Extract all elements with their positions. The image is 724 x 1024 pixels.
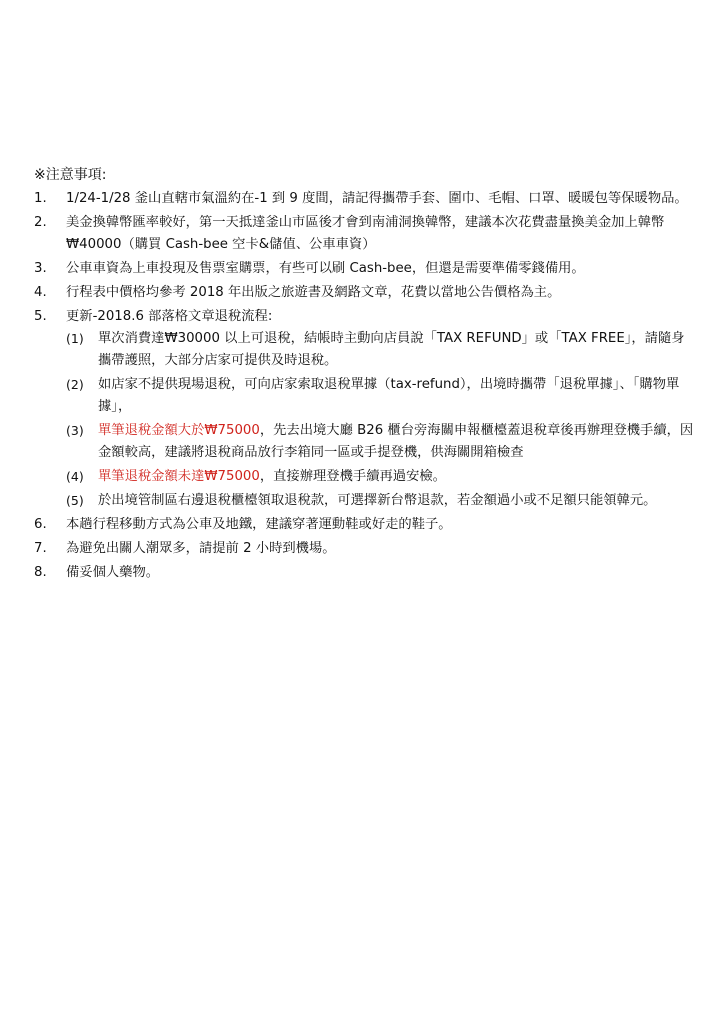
tax-step-4 [66,466,694,488]
step-highlight: 單筆退稅金額大於₩75000 [98,423,260,438]
note-text: 本趟行程移動方式為公車及地鐵，建議穿著運動鞋或好走的鞋子。 [66,517,452,532]
notes-list [34,188,694,584]
note-text: 行程表中價格均參考 2018 年出版之旅遊書及網路文章，花費以當地公告價格為主。 [66,285,561,300]
step-number: (1) [66,331,84,346]
note-number: 7. [34,541,47,556]
note-number: 6. [34,517,47,532]
note-item-6 [34,514,694,536]
tax-step-2 [66,374,694,418]
note-number: 8. [34,565,47,580]
note-text: 公車車資為上車投現及售票室購票，有些可以刷 Cash-bee，但還是需要準備零錢備用。 [66,261,585,276]
note-text: 1/24-1/28 釜山直轄市氣溫約在-1 到 9 度間，請記得攜帶手套、圍巾、毛帽、口罩、暖暖包等保暖物品。 [66,191,688,206]
note-text: 更新-2018.6 部落格文章退稅流程: [66,309,273,324]
step-number: (4) [66,469,84,484]
note-number: 2. [34,215,47,230]
step-number: (3) [66,423,84,438]
note-number: 5. [34,309,47,324]
step-number: (2) [66,377,84,392]
tax-step-1 [66,328,694,372]
note-number: 3. [34,261,47,276]
note-item-2 [34,212,694,256]
note-text: 美金換韓幣匯率較好，第一天抵達釜山市區後才會到南浦洞換韓幣，建議本次花費盡量換美金加上韓幣₩40000（購買 Cash-bee 空卡&儲值、公車車資） [66,215,665,252]
step-highlight: 單筆退稅金額未達₩75000 [98,469,260,484]
tax-refund-steps [66,328,694,512]
notes-section [34,164,694,586]
step-text: ，直接辦理登機手續再過安檢。 [259,469,446,484]
step-text: ，先去出境大廳 B26 櫃台旁海關申報櫃檯蓋退稅章後再辦理登機手續，因金額較高，建議將退稅商品放行李箱同一區或手提登機，供海關開箱檢查 [98,423,694,460]
step-text: 單次消費達₩30000 以上可退稅，結帳時主動向店員說「TAX REFUND」或「TAX FREE」，請隨身攜帶護照，大部分店家可提供及時退稅。 [98,331,685,368]
note-item-4 [34,282,694,304]
note-item-8 [34,562,694,584]
note-number: 1. [34,191,47,206]
note-item-1 [34,188,694,210]
note-text: 為避免出關人潮眾多，請提前 2 小時到機場。 [66,541,336,556]
note-item-7 [34,538,694,560]
step-number: (5) [66,493,84,508]
note-item-5 [34,306,694,512]
note-text: 備妥個人藥物。 [66,565,160,580]
step-text: 於出境管制區右邊退稅櫃檯領取退稅款，可選擇新台幣退款，若金額過小或不足額只能領韓元。 [98,493,657,508]
step-text: 如店家不提供現場退稅，可向店家索取退稅單據（tax-refund），出境時攜帶「退稅單據」、「購物單據」， [98,377,680,414]
note-number: 4. [34,285,47,300]
notes-heading: ※注意事項: [34,167,107,183]
tax-step-3 [66,420,694,464]
note-item-3 [34,258,694,280]
tax-step-5 [66,490,694,512]
